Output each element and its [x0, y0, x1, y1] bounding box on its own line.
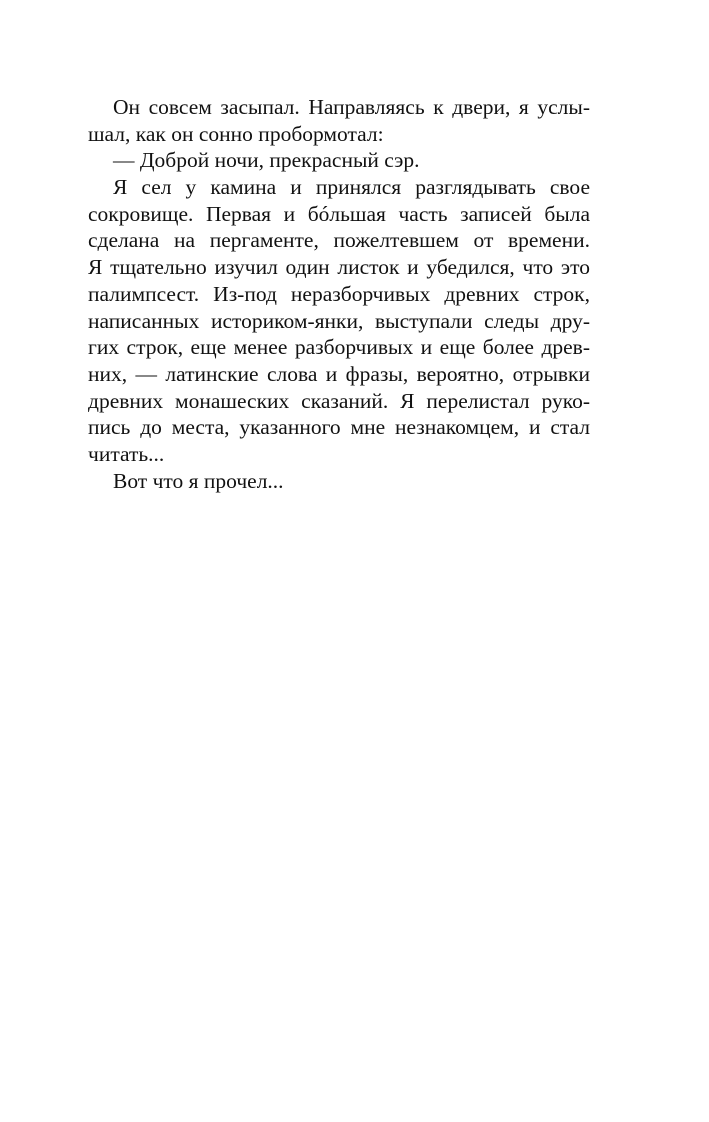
text-line: Я тщательно изучил один листок и убедился, что это — [88, 255, 590, 280]
text-line: сокровище. Первая и бóльшая часть записей была — [88, 201, 590, 226]
text-line: Я сел у камина и принялся разглядывать свое — [113, 175, 590, 200]
text-line: шал, как он сонно пробормотал: — [88, 121, 384, 146]
text-line: пись до места, указанного мне незнакомцем, и стал — [88, 415, 590, 440]
text-line: гих строк, еще менее разборчивых и еще более древ- — [88, 335, 590, 360]
text-line: читать... — [88, 441, 165, 466]
body-text — [88, 94, 590, 494]
text-line: древних монашеских сказаний. Я перелистал руко- — [88, 388, 590, 413]
text-line: палимпсест. Из-под неразборчивых древних строк, — [88, 281, 590, 306]
text-line: них, — латинские слова и фразы, вероятно, отрывки — [88, 361, 590, 386]
text-line: Вот что я прочел... — [113, 468, 284, 493]
text-line: — Доброй ночи, прекрасный сэр. — [113, 148, 420, 173]
text-line: Он совсем засыпал. Направляясь к двери, я услы- — [113, 95, 590, 119]
text-line: написанных историком-янки, выступали следы дру- — [88, 308, 590, 333]
text-line: сделана на пергаменте, пожелтевшем от времени. — [88, 228, 590, 253]
